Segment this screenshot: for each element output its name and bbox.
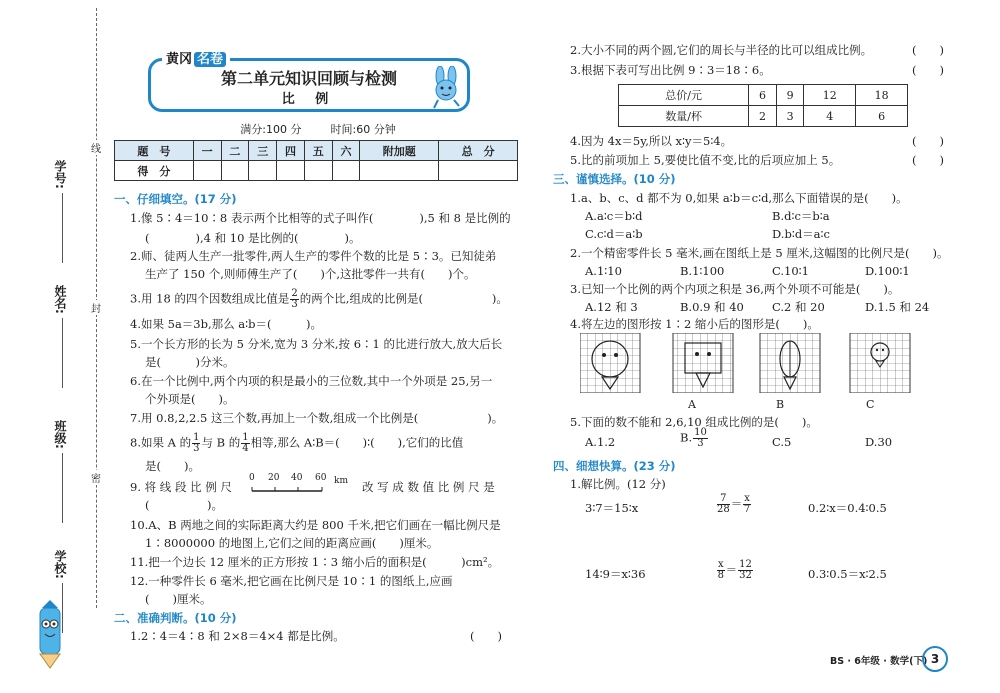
question-1-5b: 是( )分米。	[145, 355, 235, 369]
judge-3: 3.根据下表可写出比例 9∶3＝18∶6。	[570, 63, 771, 77]
question-1-10a: 10.A、B 两地之间的实际距离大约是 800 千米,把它们画在一幅比例尺是	[130, 518, 501, 532]
eq5-d1: 8	[717, 570, 724, 581]
eq5-n2: 12	[739, 559, 752, 570]
judge-4: 4.因为 4x＝5y,所以 x∶y＝5∶4。	[570, 134, 733, 148]
question-1-7: 7.用 0.8,2,2.5 这三个数,再加上一个数,组成一个比例是( )。	[130, 411, 504, 425]
field-class-line	[62, 453, 63, 523]
score-input-cell[interactable]	[193, 161, 221, 181]
equation-1: 3∶7＝15∶x	[585, 501, 639, 515]
choice-5-option-b-letter: B.	[680, 430, 693, 445]
question-1-2b: 生产了 150 个,则师傅生产了( )个,这批零件一共有( )个。	[145, 267, 476, 281]
page-title: 第二单元知识回顾与检测	[220, 69, 397, 88]
question-1-9-prefix: 9. 将 线 段 比 例 尺	[130, 480, 232, 494]
field-student-id-line	[62, 193, 63, 263]
page-subtitle: 比 例	[281, 92, 337, 107]
score-cell: 四	[277, 141, 305, 161]
option-b-num: 10	[694, 427, 707, 438]
choice-2-option-b[interactable]: B.1∶100	[680, 264, 725, 278]
eq5-left-fraction	[717, 560, 725, 581]
section-2-title: 二、准确判断。(10 分)	[114, 611, 237, 625]
question-1-3	[130, 289, 508, 310]
page-number: 3	[922, 646, 948, 672]
q8-fraction-2	[241, 433, 249, 454]
judge-2-answer[interactable]: ( )	[912, 43, 944, 57]
ruler-unit: km	[334, 476, 348, 486]
q8-f2-num: 1	[242, 432, 249, 443]
price-row	[619, 85, 908, 106]
brand-name-2: 名卷	[194, 52, 226, 67]
score-table	[114, 140, 518, 181]
grid-label-b[interactable]: B	[776, 398, 785, 411]
ruler-tick-0: 0	[249, 473, 255, 483]
score-cell: 总 分	[439, 141, 518, 161]
eq5-equals: ＝	[725, 562, 738, 577]
brand-logo	[162, 48, 230, 67]
q3-frac-den: 3	[291, 299, 298, 310]
q8-f1-den: 3	[193, 443, 200, 454]
choice-3-option-d[interactable]: D.1.5 和 24	[865, 300, 930, 314]
calc-1-heading: 1.解比例。(12 分)	[570, 477, 666, 491]
score-cell: 三	[249, 141, 277, 161]
judge-5: 5.比的前项加上 5,要使比值不变,比的后项应加上 5。	[570, 153, 841, 167]
eq2-left-fraction	[717, 494, 730, 515]
equation-3: 0.2∶x＝0.4∶0.5	[808, 501, 887, 515]
choice-1-option-a[interactable]: A.a∶c＝b∶d	[585, 209, 643, 223]
section-3-title: 三、谨慎选择。(10 分)	[553, 172, 676, 186]
choice-5-option-c[interactable]: C.5	[772, 435, 792, 449]
cut-char-2: 封	[89, 300, 103, 315]
field-name[interactable]	[52, 285, 72, 388]
choice-1: 1.a、b、c、d 都不为 0,如果 a∶b＝c∶d,那么下面错误的是( )。	[570, 191, 908, 205]
choice-2-option-c[interactable]: C.10∶1	[772, 264, 809, 278]
field-student-id[interactable]	[52, 160, 72, 263]
q8-f2-den: 4	[242, 443, 249, 454]
question-1-10b: 1∶8000000 的地图上,它们之间的距离应画( )厘米。	[145, 536, 439, 550]
option-b-grid	[760, 333, 820, 393]
score-input-cell[interactable]	[360, 161, 439, 181]
table-cell: 3	[776, 106, 804, 127]
rabbit-mascot-icon	[426, 66, 466, 110]
choice-2-option-d[interactable]: D.100∶1	[865, 264, 910, 278]
question-1-6b: 个外项是( )。	[145, 392, 235, 406]
equation-2	[716, 494, 752, 515]
brand-name-1: 黄冈	[166, 52, 193, 67]
score-cell: 附加题	[360, 141, 439, 161]
score-table-header	[115, 141, 518, 161]
score-input-cell[interactable]	[332, 161, 360, 181]
field-class-label: 班级:	[53, 420, 67, 449]
choice-1-option-b[interactable]: B.d∶c＝b∶a	[772, 209, 830, 223]
choice-5-option-b-fraction	[693, 428, 708, 449]
cut-char-1: 线	[89, 140, 103, 155]
full-score: 满分:100 分	[240, 123, 302, 136]
choice-5: 5.下面的数不能和 2,6,10 组成比例的是( )。	[570, 415, 818, 429]
question-1-9-suffix: 改 写 成 数 值 比 例 尺 是	[362, 480, 495, 494]
choice-5-option-b[interactable]	[680, 428, 709, 449]
option-b-den: 3	[697, 438, 704, 449]
question-1-12b: ( )厘米。	[145, 592, 212, 606]
question-1-6a: 6.在一个比例中,两个内项的积是最小的三位数,其中一个外项是 25,另一	[130, 374, 493, 388]
eq2-n1: 7	[717, 494, 730, 505]
ruler-tick-20: 20	[268, 473, 280, 483]
judge-2: 2.大小不同的两个圆,它们的周长与半径的比可以组成比例。	[570, 43, 873, 57]
table-cell: 12	[804, 85, 856, 106]
q3-suffix: 的两个比,组成的比例是( )。	[299, 291, 508, 306]
choice-5-option-a[interactable]: A.1.2	[585, 435, 616, 449]
q8-prefix: 8.如果 A 的	[130, 435, 192, 450]
exam-time: 时间:60 分钟	[330, 123, 396, 136]
cut-char-3: 密	[89, 470, 103, 485]
score-cell: 六	[332, 141, 360, 161]
equation-5	[716, 560, 754, 581]
grid-label-a[interactable]: A	[688, 398, 696, 411]
choice-1-option-d[interactable]: D.b∶d＝a∶c	[772, 227, 830, 241]
price-quantity-table	[618, 84, 908, 127]
eq2-n2: x	[744, 493, 750, 504]
eq2-right-fraction	[743, 494, 751, 515]
table-cell: 6	[856, 106, 908, 127]
score-cell: 二	[221, 141, 249, 161]
q8-middle: 与 B 的	[201, 435, 241, 450]
choice-1-option-c[interactable]: C.c∶d＝a∶b	[585, 227, 643, 241]
score-cell: 题 号	[115, 141, 194, 161]
field-school-label: 学校:	[53, 550, 67, 579]
question-1-4: 4.如果 5a＝3b,那么 a∶b＝( )。	[130, 317, 322, 331]
score-cell: 得 分	[115, 161, 194, 181]
score-input-cell[interactable]	[277, 161, 305, 181]
score-cell: 一	[193, 141, 221, 161]
question-1-9b: ( )。	[145, 498, 223, 512]
option-a-grid	[673, 333, 733, 393]
table-cell: 6	[749, 85, 777, 106]
equation-6: 0.3∶0.5＝x∶2.5	[808, 567, 887, 581]
choice-3-option-c[interactable]: C.2 和 20	[772, 300, 825, 314]
choice-5-option-d[interactable]: D.30	[865, 435, 893, 449]
question-1-8b: 是( )。	[145, 459, 200, 473]
q3-fraction	[290, 289, 298, 310]
score-input-cell[interactable]	[249, 161, 277, 181]
score-table-row	[115, 161, 518, 181]
field-name-label: 姓名:	[53, 285, 67, 314]
eq5-n1: x	[718, 559, 724, 570]
shape-grids-figure	[580, 333, 920, 393]
ruler-tick-40: 40	[291, 473, 303, 483]
question-1-2a: 2.师、徒两人生产一批零件,两人生产的零件个数的比是 5∶3。已知徒弟	[130, 249, 497, 263]
quantity-row	[619, 106, 908, 127]
table-cell: 4	[804, 106, 856, 127]
judge-1: 1.2∶4＝4∶8 和 2×8＝4×4 都是比例。	[130, 629, 345, 643]
score-cell: 五	[304, 141, 332, 161]
table-cell: 数量/杯	[619, 106, 749, 127]
q8-suffix: 相等,那么 A∶B＝( )∶( ),它们的比值	[250, 435, 464, 450]
judge-3-answer[interactable]: ( )	[912, 63, 944, 77]
q8-f1-num: 1	[193, 432, 200, 443]
field-class[interactable]	[52, 420, 72, 523]
ruler-tick-60: 60	[315, 473, 327, 483]
question-1-1b: ( ),4 和 10 是比例的( )。	[145, 231, 361, 245]
field-student-id-label: 学号:	[53, 160, 67, 189]
score-input-cell[interactable]	[304, 161, 332, 181]
choice-3: 3.已知一个比例的两个内项之积是 36,两个外项不可能是( )。	[570, 282, 900, 296]
score-time-line	[118, 121, 518, 137]
table-cell: 18	[856, 85, 908, 106]
q8-fraction-1	[192, 433, 200, 454]
score-input-cell[interactable]	[221, 161, 249, 181]
score-input-cell[interactable]	[439, 161, 518, 181]
field-name-line	[62, 318, 63, 388]
choice-3-option-b[interactable]: B.0.9 和 40	[680, 300, 744, 314]
question-1-5a: 5.一个长方形的长为 5 分米,宽为 3 分米,按 6∶1 的比进行放大,放大后长	[130, 337, 503, 351]
footer-text: BS · 6年级 · 数学(下)	[830, 656, 928, 667]
judge-5-answer[interactable]: ( )	[912, 153, 944, 167]
q3-prefix: 3.用 18 的四个因数组成比值是	[130, 291, 290, 306]
binding-strip	[0, 0, 100, 693]
eq2-equals: ＝	[730, 496, 743, 511]
choice-3-option-a[interactable]: A.12 和 3	[585, 300, 638, 314]
eq2-d2: 7	[743, 504, 751, 515]
eq2-d1: 28	[717, 504, 730, 515]
judge-4-answer[interactable]: ( )	[912, 134, 944, 148]
section-4-title: 四、细想快算。(23 分)	[553, 459, 676, 473]
judge-1-answer[interactable]: ( )	[470, 629, 502, 643]
question-1-8	[130, 433, 463, 454]
grid-label-c[interactable]: C	[866, 398, 875, 411]
original-shape-grid	[580, 333, 640, 393]
choice-4: 4.将左边的图形按 1∶2 缩小后的图形是( )。	[570, 317, 819, 331]
choice-2: 2.一个精密零件长 5 毫米,画在图纸上是 5 厘米,这幅图的比例尺是( )。	[570, 246, 949, 260]
table-cell: 9	[776, 85, 804, 106]
question-1-12a: 12.一种零件长 6 毫米,把它画在比例尺是 10∶1 的图纸上,应画	[130, 574, 453, 588]
eq5-d2: 32	[739, 570, 752, 581]
choice-2-option-a[interactable]: A.1∶10	[585, 264, 622, 278]
option-c-grid	[850, 333, 910, 393]
section-1-title: 一、仔细填空。(17 分)	[114, 192, 237, 206]
question-1-11: 11.把一个边长 12 厘米的正方形按 1∶3 缩小后的面积是( )cm²。	[130, 555, 500, 569]
table-cell: 2	[749, 106, 777, 127]
table-cell: 总价/元	[619, 85, 749, 106]
question-1-1a: 1.像 5∶4＝10∶8 表示两个比相等的式子叫作( ),5 和 8 是比例的	[130, 211, 511, 225]
q3-frac-num: 2	[291, 288, 298, 299]
eq5-right-fraction	[738, 560, 753, 581]
equation-4: 14∶9＝x∶36	[585, 567, 646, 581]
pencil-mascot-icon	[30, 600, 70, 670]
